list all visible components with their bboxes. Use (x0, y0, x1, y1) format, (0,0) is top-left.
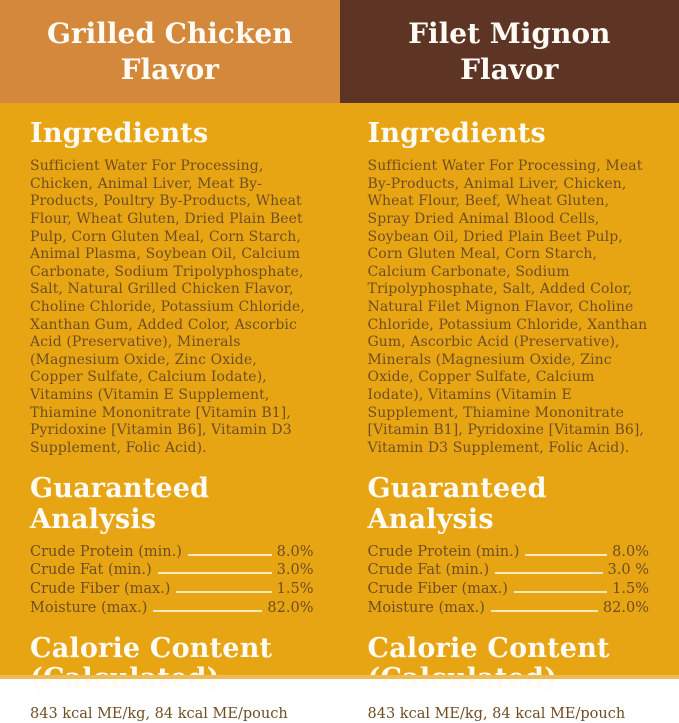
calorie-content-text: 843 kcal ME/kg, 84 kcal ME/pouch (30, 705, 314, 723)
flavor-headers (0, 0, 679, 103)
leader-line (158, 572, 272, 574)
analysis-label: Moisture (max.) (368, 599, 485, 618)
analysis-row-crude-fat (30, 561, 314, 580)
analysis-label: Crude Protein (min.) (368, 543, 520, 562)
flavor-header-filet-mignon: Filet Mignon Flavor (340, 0, 679, 103)
leader-line (153, 610, 262, 612)
leader-line (491, 610, 598, 612)
analysis-value: 82.0% (267, 599, 313, 618)
analysis-row-moisture (368, 599, 650, 618)
leader-line (495, 572, 602, 574)
analysis-label: Moisture (max.) (30, 599, 147, 618)
column-filet-mignon (340, 103, 679, 723)
calorie-content-title: Calorie Content (368, 634, 650, 694)
bottom-edge-strip (0, 675, 679, 679)
analysis-row-crude-fiber (30, 580, 314, 599)
analysis-label: Crude Fiber (max.) (30, 580, 170, 599)
analysis-value: 8.0% (612, 543, 649, 562)
analysis-value: 1.5% (277, 580, 314, 599)
analysis-row-moisture (30, 599, 314, 618)
analysis-value: 3.0% (277, 561, 314, 580)
column-grilled-chicken (0, 103, 340, 723)
guaranteed-analysis-title: Guaranteed Analysis (30, 474, 314, 534)
guaranteed-analysis-table (368, 543, 650, 617)
analysis-value: 3.0 % (608, 561, 649, 580)
label-columns (0, 103, 679, 723)
calorie-content-title: Calorie Content (30, 634, 314, 694)
analysis-label: Crude Protein (min.) (30, 543, 182, 562)
leader-line (525, 554, 607, 556)
ingredients-title: Ingredients (368, 119, 650, 149)
calorie-content-text: 843 kcal ME/kg, 84 kcal ME/pouch (368, 705, 650, 723)
analysis-value: 1.5% (612, 580, 649, 599)
analysis-row-crude-fiber (368, 580, 650, 599)
leader-line (176, 591, 271, 593)
ingredients-title: Ingredients (30, 119, 314, 149)
analysis-value: 8.0% (277, 543, 314, 562)
analysis-row-crude-fat (368, 561, 650, 580)
ingredients-text: Sufficient Water For Processing, Meat By-Products, Animal Liver, Chicken, Wheat Flour, Beef, Wheat Gluten, Spray Dried Animal Blood Cells, Soybean Oil, Dried Plain Beet Pulp, Corn Gluten Meal, Corn Starch, Calcium Carbonate, Sodium Tripolyphosphate, Salt, Added Color, Natural Filet Mignon Flavor, Choline Chloride, Potassium Chloride, Xanthan Gum, Ascorbic Acid (Preservative), Minerals (Magnesium Oxide, Zinc Oxide, Copper Sulfate, Calcium Iodate), Vitamins (Vitamin E Supplement, Thiamine Mononitrate [Vitamin B1], Pyridoxine [Vitamin B6], Vitamin D3 Supplement, Folic Acid). (368, 158, 650, 457)
analysis-row-crude-protein (368, 543, 650, 562)
analysis-row-crude-protein (30, 543, 314, 562)
ingredients-text: Sufficient Water For Processing, Chicken, Animal Liver, Meat By-Products, Poultry By-Products, Wheat Flour, Wheat Gluten, Dried Plain Beet Pulp, Corn Gluten Meal, Corn Starch, Animal Plasma, Soybean Oil, Calcium Carbonate, Sodium Tripolyphosphate, Salt, Natural Grilled Chicken Flavor, Choline Chloride, Potassium Chloride, Xanthan Gum, Added Color, Ascorbic Acid (Preservative), Minerals (Magnesium Oxide, Zinc Oxide, Copper Sulfate, Calcium Iodate), Vitamins (Vitamin E Supplement, Thiamine Mononitrate [Vitamin B1], Pyridoxine [Vitamin B6], Vitamin D3 Supplement, Folic Acid). (30, 158, 314, 457)
analysis-value: 82.0% (603, 599, 649, 618)
flavor-header-grilled-chicken: Grilled Chicken Flavor (0, 0, 340, 103)
guaranteed-analysis-table (30, 543, 314, 617)
analysis-label: Crude Fiber (max.) (368, 580, 508, 599)
guaranteed-analysis-title: Guaranteed Analysis (368, 474, 650, 534)
leader-line (188, 554, 272, 556)
analysis-label: Crude Fat (min.) (30, 561, 152, 580)
leader-line (514, 591, 607, 593)
analysis-label: Crude Fat (min.) (368, 561, 490, 580)
